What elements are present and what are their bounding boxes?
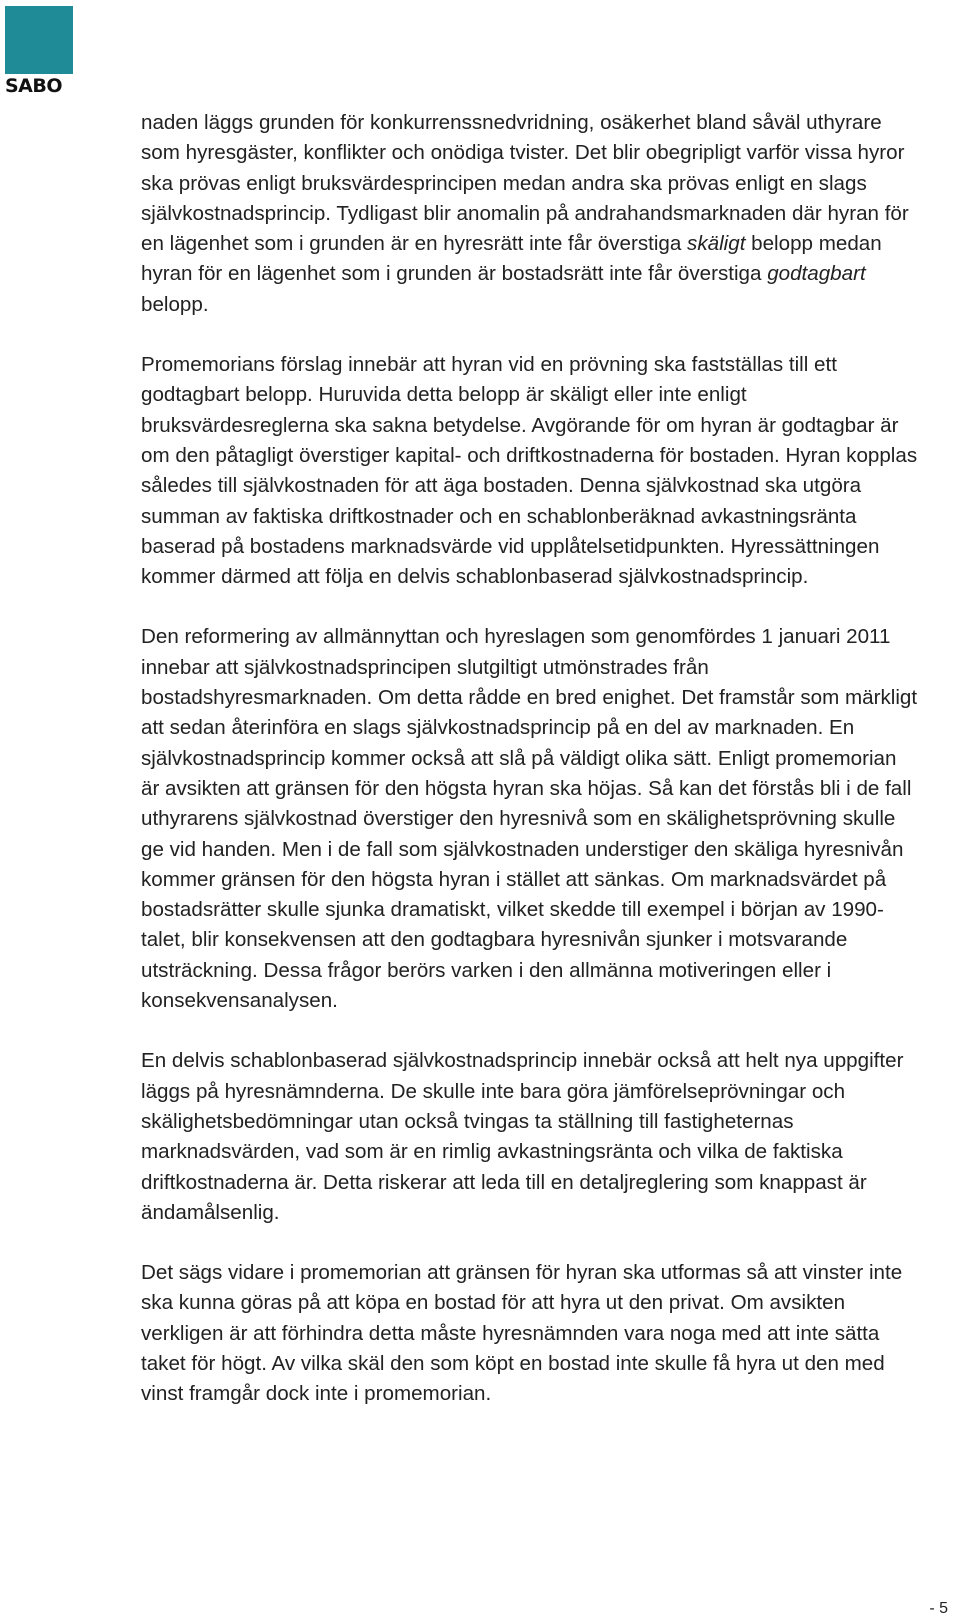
paragraph-1 xyxy=(141,108,920,320)
emphasis-skaligt: skäligt xyxy=(687,232,746,256)
paragraph-1-text-a: naden läggs grunden för konkurrenssnedvridning, osäkerhet bland såväl uthyrare som hyresgäster, konflikter och onödiga tvister. Det blir obegripligt varför vissa hyror ska prövas enligt bruksvärdesprincipen medan andra ska prövas enligt en slags självkostnadsprincip. Tydligast blir anomalin på andrahandsmarknaden där hyran för en lägenhet som i grunden är en hyresrätt inte får överstiga xyxy=(141,111,909,256)
sabo-logo xyxy=(4,6,74,96)
logo-square-icon xyxy=(5,6,73,74)
page-number: - 5 xyxy=(929,1600,948,1617)
document-body xyxy=(141,108,920,1440)
paragraph-5: Det sägs vidare i promemorian att gränsen för hyran ska utformas så att vinster inte ska kunna göras på att köpa en bostad för att hyra ut den privat. Om avsikten verkligen är att förhindra detta måste hyresnämnden vara noga med att inte sätta taket för högt. Av vilka skäl den som köpt en bostad inte skulle få hyra ut den med vinst framgår dock inte i promemorian. xyxy=(141,1261,903,1406)
paragraph-2: Promemorians förslag innebär att hyran vid en prövning ska fastställas till ett godtagbart belopp. Huruvida detta belopp är skäligt eller inte enligt bruksvärdesreglerna ska sakna betydelse. Avgörande för om hyran är godtagbar är om den påtagligt överstiger kapital- och driftkostnaderna för bostaden. Hyran kopplas således till självkostnaden för att äga bostaden. Denna självkostnad ska utgöra summan av faktiska driftkostnader och en schablonberäknad avkastningsränta baserad på bostadens marknadsvärde vid upplåtelsetidpunkten. Hyressättningen kommer därmed att följa en delvis schablonbaserad självkostnadsprincip. xyxy=(141,353,918,589)
paragraph-1-text-c: belopp. xyxy=(141,292,209,316)
logo-text: SABO xyxy=(5,75,63,97)
paragraph-1-text-b: belopp medan hyran för en lägenhet som i grunden är bostadsrätt inte får överstiga xyxy=(141,232,882,286)
emphasis-godtagbart: godtagbart xyxy=(767,262,866,286)
paragraph-3: Den reformering av allmännyttan och hyreslagen som genomfördes 1 januari 2011 innebar att självkostnadsprincipen slutgiltigt utmönstrades från bostadshyresmarknaden. Om detta rådde en bred enighet. Det framstår som märkligt att sedan återinföra en slags självkostnadsprincip på en del av marknaden. En självkostnadsprincip kommer också att slå på väldigt olika sätt. Enligt promemorian är avsikten att gränsen för den högsta hyran ska höjas. Så kan det förstås bli i de fall uthyrarens självkostnad överstiger den hyresnivå som en skälighetsprövning skulle ge vid handen. Men i de fall som självkostnaden understiger den skäliga hyresnivån kommer gränsen för den högsta hyran i stället att sänkas. Om marknadsvärdet på bostadsrätter skulle sjunka dramatiskt, vilket skedde till exempel i början av 1990-talet, blir konsekvensen att den godtagbara hyresnivån sjunker i motsvarande utsträckning. Dessa frågor berörs varken i den allmänna motiveringen eller i konsekvensanalysen. xyxy=(141,625,918,1013)
paragraph-4: En delvis schablonbaserad självkostnadsprincip innebär också att helt nya uppgifter läggs på hyresnämnderna. De skulle inte bara göra jämförelseprövningar och skälighetsbedömningar utan också tvingas ta ställning till fastigheternas marknadsvärden, vad som är en rimlig avkastningsränta och vilka de faktiska driftkostnaderna är. Detta riskerar att leda till en detaljreglering som knappast är ändamålsenlig. xyxy=(141,1049,904,1224)
